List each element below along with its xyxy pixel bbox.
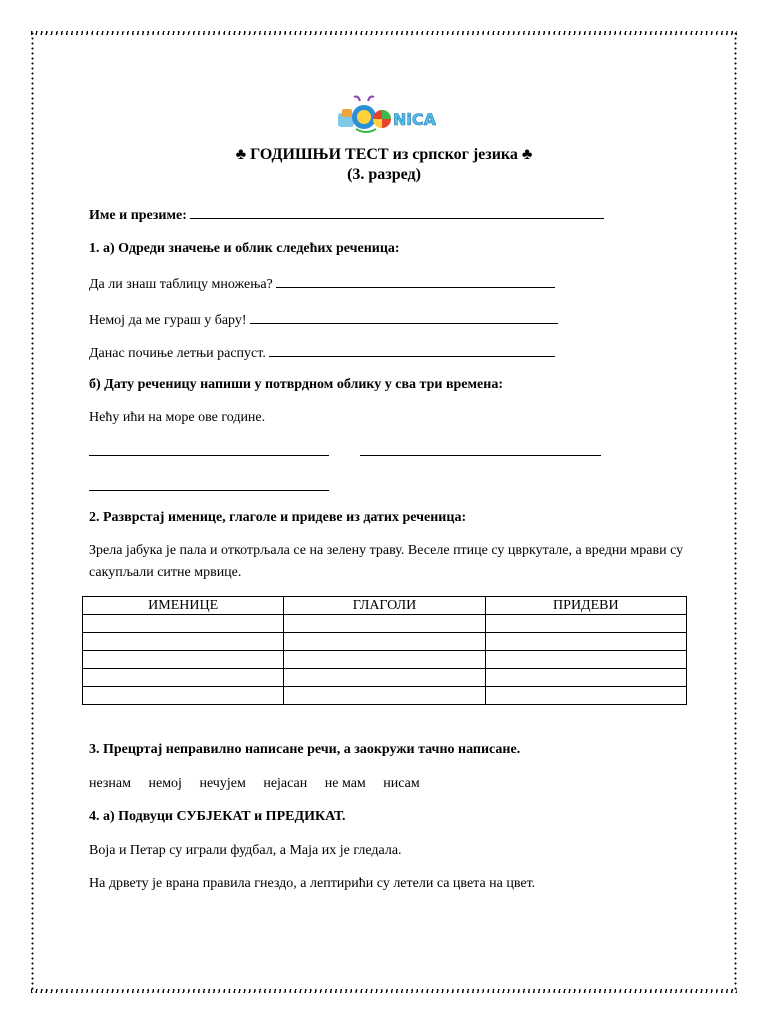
table-cell[interactable]: [284, 651, 485, 669]
table-cell[interactable]: [485, 669, 686, 687]
name-label: Име и презиме:: [89, 208, 187, 223]
q1a-row-3: [89, 344, 555, 362]
page-subtitle: (3. разред): [347, 166, 421, 183]
answer-line[interactable]: [276, 275, 555, 288]
table-cell[interactable]: [485, 651, 686, 669]
table-row: [83, 615, 687, 633]
table-cell[interactable]: [284, 669, 485, 687]
answer-line[interactable]: [250, 311, 558, 324]
table-row: [83, 669, 687, 687]
table-header-row: [83, 597, 687, 615]
table-cell[interactable]: [284, 633, 485, 651]
q4a-sentence-2: На дрвету је врана правила гнездо, а лептирићи су летели са цвета на цвет.: [89, 876, 536, 891]
q1a-heading: 1. а) Одреди значење и облик следећих реченица:: [89, 241, 400, 256]
border-top: [31, 31, 737, 35]
table-cell[interactable]: [83, 651, 284, 669]
name-field[interactable]: [190, 206, 604, 219]
q4a-sentence-1: Воја и Петар су играли фудбал, а Маја их је гледала.: [89, 843, 402, 858]
table-cell[interactable]: [284, 615, 485, 633]
table-cell[interactable]: [284, 687, 485, 705]
q3-word[interactable]: нисам: [383, 776, 420, 791]
answer-line[interactable]: [360, 455, 601, 456]
table-cell[interactable]: [485, 633, 686, 651]
q3-word[interactable]: нечујем: [199, 776, 246, 791]
q1a-sentence-3: Данас почиње летњи распуст.: [89, 346, 266, 361]
word-sort-table: [82, 596, 687, 705]
q3-word[interactable]: не мам: [324, 776, 366, 791]
table-cell[interactable]: [83, 633, 284, 651]
table-cell[interactable]: [83, 615, 284, 633]
table-row: [83, 651, 687, 669]
column-header: ПРИДЕВИ: [485, 597, 686, 615]
border-bottom: [31, 989, 737, 993]
q2-text: Зрела јабука је пала и откотрљала се на зелену траву. Веселе птице су цвркутале, а вредни мрави су сакупљали ситне мрвице.: [89, 543, 684, 580]
table-row: [83, 633, 687, 651]
q4a-heading: 4. а) Подвуци СУБЈЕКАТ и ПРЕДИКАТ.: [89, 809, 346, 824]
table-cell[interactable]: [485, 615, 686, 633]
answer-line[interactable]: [89, 490, 329, 491]
name-row: [89, 206, 604, 224]
q2-heading: 2. Разврстај именице, глаголе и придеве из датих реченица:: [89, 510, 467, 525]
q3-word[interactable]: нејасан: [263, 776, 308, 791]
q1a-sentence-2: Немој да ме гураш у бару!: [89, 313, 247, 328]
q1a-row-2: [89, 311, 558, 329]
logo-text: NiCA: [393, 110, 436, 129]
table-cell[interactable]: [485, 687, 686, 705]
answer-line[interactable]: [89, 455, 329, 456]
table-cell[interactable]: [83, 669, 284, 687]
answer-line[interactable]: [269, 344, 555, 357]
column-header: ИМЕНИЦЕ: [83, 597, 284, 615]
q3-word[interactable]: немој: [148, 776, 182, 791]
q1b-heading: б) Дату реченицу напиши у потврдном облику у сва три времена:: [89, 377, 503, 392]
monica-logo-icon: [336, 93, 436, 135]
q3-heading: 3. Прецртај неправилно написане речи, а заокружи тачно написане.: [89, 742, 521, 757]
q1a-sentence-1: Да ли знаш таблицу множења?: [89, 277, 273, 292]
table-row: [83, 687, 687, 705]
q3-word-list: [89, 776, 434, 792]
table-cell[interactable]: [83, 687, 284, 705]
column-header: ГЛАГОЛИ: [284, 597, 485, 615]
page-title: ♣ ГОДИШЊИ ТЕСТ из српског језика ♣: [235, 146, 533, 163]
q1a-row-1: [89, 275, 555, 293]
q1b-sentence: Нећу ићи на море ове године.: [89, 410, 266, 425]
q3-word[interactable]: незнам: [89, 776, 131, 791]
